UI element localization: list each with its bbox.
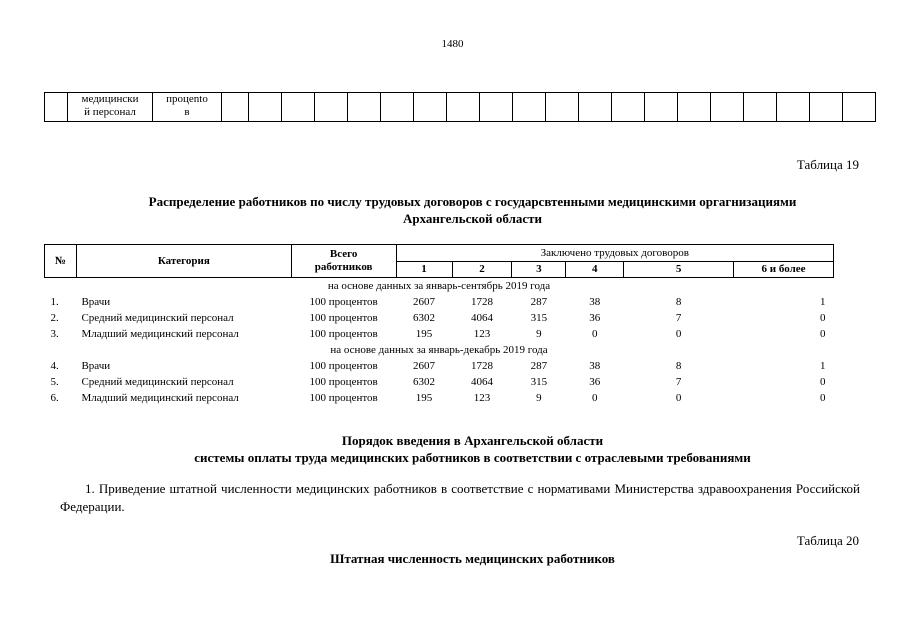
fragment-total-line: в xyxy=(184,106,190,118)
header-col: 2 xyxy=(452,262,512,278)
row-value: 287 xyxy=(530,296,548,308)
row-num: 3. xyxy=(50,328,59,340)
row-value: 1728 xyxy=(470,360,493,372)
table-cell xyxy=(381,93,414,122)
header-col: 4 xyxy=(566,262,624,278)
row-value: 8 xyxy=(675,360,682,372)
row-total: 100 процентов xyxy=(309,360,378,372)
table-row xyxy=(45,374,834,390)
table20-label: Таблица 20 xyxy=(796,533,859,548)
table-cell xyxy=(546,93,579,122)
table-cell xyxy=(45,93,68,122)
row-value: 0 xyxy=(820,392,826,404)
table-cell xyxy=(579,93,612,122)
row-total: 100 процентов xyxy=(309,312,378,324)
table-row xyxy=(45,326,834,342)
table-cell xyxy=(612,93,645,122)
row-value: 0 xyxy=(820,312,826,324)
row-value: 9 xyxy=(536,328,542,340)
row-value: 315 xyxy=(530,376,548,388)
row-value: 195 xyxy=(415,328,433,340)
header-total-line: работников xyxy=(314,261,373,273)
row-value: 0 xyxy=(675,328,682,340)
table-cell xyxy=(678,93,711,122)
row-category: Врачи xyxy=(81,296,111,308)
section-label: на основе данных за январь-декабрь 2019 года xyxy=(330,344,548,356)
row-value: 36 xyxy=(589,312,601,324)
section-heading-line: системы оплаты труда медицинских работников в соответствии с отраслевыми требованиями xyxy=(194,450,751,465)
row-value: 36 xyxy=(589,376,601,388)
table-cell xyxy=(777,93,810,122)
row-num: 4. xyxy=(50,360,59,372)
row-value: 287 xyxy=(530,360,548,372)
fragment-category-line: медицински xyxy=(81,93,139,105)
row-total: 100 процентов xyxy=(309,376,378,388)
row-value: 2607 xyxy=(413,296,436,308)
table-cell xyxy=(744,93,777,122)
table-cell xyxy=(810,93,843,122)
row-total: 100 процентов xyxy=(309,328,378,340)
section-heading xyxy=(60,432,885,466)
table19-title-line: Архангельской области xyxy=(402,211,543,226)
row-num: 5. xyxy=(50,376,59,388)
header-col: 3 xyxy=(512,262,566,278)
row-value: 1728 xyxy=(470,296,493,308)
section-label: на основе данных за январь-сентябрь 2019 года xyxy=(327,280,551,292)
row-value: 123 xyxy=(473,392,491,404)
body-paragraph: 1. Приведение штатной численности медицинских работников в соответствие с нормативами Министерства здравоохранения Российской Федерации. xyxy=(60,481,860,514)
row-value: 2607 xyxy=(413,360,436,372)
row-category: Средний медицинский персонал xyxy=(81,312,234,324)
section-heading-line: Порядок введения в Архангельской области xyxy=(341,433,604,448)
row-value: 9 xyxy=(536,392,542,404)
table-cell xyxy=(282,93,315,122)
row-value: 6302 xyxy=(413,312,436,324)
row-value: 315 xyxy=(530,312,548,324)
row-value: 38 xyxy=(589,296,601,308)
table19-label: Таблица 19 xyxy=(796,157,859,172)
row-category: Средний медицинский персонал xyxy=(81,376,234,388)
row-category: Младший медицинский персонал xyxy=(81,328,239,340)
table-cell xyxy=(513,93,546,122)
header-col: 1 xyxy=(396,262,452,278)
row-num: 6. xyxy=(50,392,59,404)
table-cell xyxy=(348,93,381,122)
header-col: 6 и более xyxy=(734,262,834,278)
table19-title xyxy=(60,193,885,227)
row-value: 1 xyxy=(820,360,826,372)
row-value: 4064 xyxy=(470,312,493,324)
row-category: Врачи xyxy=(81,360,111,372)
fragment-category-line: й персонал xyxy=(84,106,136,118)
table-cell xyxy=(447,93,480,122)
table-cell xyxy=(843,93,876,122)
table-row xyxy=(45,310,834,326)
section-row xyxy=(45,278,834,295)
header-total-line: Всего xyxy=(329,248,358,260)
table-cell xyxy=(68,93,153,122)
header-category: Категория xyxy=(76,245,291,278)
table20-title: Штатная численность медицинских работников xyxy=(330,551,615,566)
table-row xyxy=(45,358,834,374)
row-value: 0 xyxy=(592,328,598,340)
table-cell xyxy=(414,93,447,122)
row-value: 0 xyxy=(592,392,598,404)
row-value: 0 xyxy=(820,328,826,340)
section-row xyxy=(45,342,834,358)
table-cell xyxy=(315,93,348,122)
table19 xyxy=(44,244,834,406)
row-total: 100 процентов xyxy=(309,392,378,404)
row-value: 1 xyxy=(820,296,826,308)
row-value: 8 xyxy=(675,296,682,308)
table-cell xyxy=(711,93,744,122)
fragment-total-line: процento xyxy=(166,93,208,105)
table-cell xyxy=(645,93,678,122)
table-header-row xyxy=(45,245,834,262)
page-number: 1480 xyxy=(441,38,464,50)
previous-table-fragment xyxy=(44,92,876,122)
row-category: Младший медицинский персонал xyxy=(81,392,239,404)
header-num: № xyxy=(45,245,77,278)
row-value: 4064 xyxy=(470,376,493,388)
table-cell xyxy=(480,93,513,122)
row-value: 6302 xyxy=(413,376,436,388)
header-contracts: Заключено трудовых договоров xyxy=(396,245,833,262)
header-col: 5 xyxy=(624,262,734,278)
row-value: 123 xyxy=(473,328,491,340)
table19-title-line: Распределение работников по числу трудовых договоров с государсвтенными медицинскими оргагнизациями xyxy=(148,194,797,209)
row-num: 1. xyxy=(50,296,59,308)
table-cell xyxy=(222,93,249,122)
row-value: 7 xyxy=(675,312,682,324)
row-num: 2. xyxy=(50,312,59,324)
row-value: 0 xyxy=(820,376,826,388)
row-value: 195 xyxy=(415,392,433,404)
table-row xyxy=(45,93,876,122)
row-value: 0 xyxy=(675,392,682,404)
row-value: 7 xyxy=(675,376,682,388)
table-cell xyxy=(249,93,282,122)
row-value: 38 xyxy=(589,360,601,372)
table-row xyxy=(45,294,834,310)
row-total: 100 процентов xyxy=(309,296,378,308)
header-total xyxy=(291,245,396,278)
table-row xyxy=(45,390,834,406)
table-cell xyxy=(153,93,222,122)
